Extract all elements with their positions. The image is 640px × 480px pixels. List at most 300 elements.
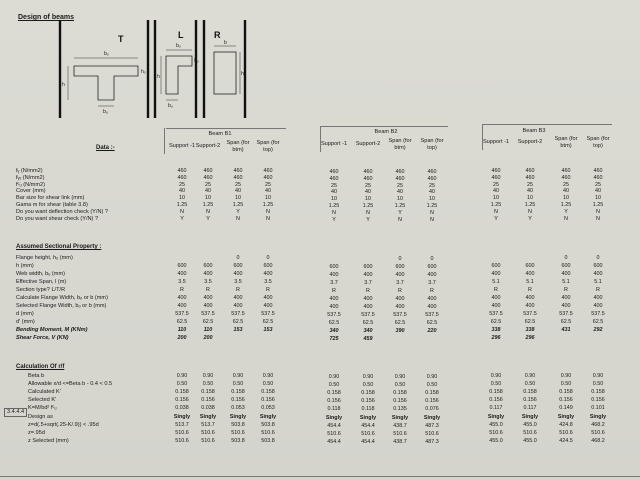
table-cell: 1.25 <box>394 203 406 209</box>
table-cell: 460 <box>395 169 405 175</box>
table-cell: R <box>236 287 240 293</box>
table-cell: 62.5 <box>202 319 214 325</box>
table-cell: 25 <box>205 181 211 188</box>
table-cell: 1.25 <box>592 202 604 208</box>
table-cell: Singly <box>521 413 539 420</box>
table-cell: Singly <box>557 413 575 420</box>
table-cell: 510.6 <box>201 429 215 436</box>
table-cell: 400 <box>177 295 187 301</box>
table-cell: 25 <box>331 182 337 189</box>
table-cell: 503.8 <box>231 437 245 444</box>
table-cell: 296 <box>491 335 501 341</box>
table-cell: N <box>366 209 370 216</box>
table-cell: 3.7 <box>330 280 338 286</box>
beam-group-name: Beam B1 <box>208 131 232 137</box>
table-cell: 0.156 <box>327 398 341 405</box>
table-cell: 390 <box>395 328 405 334</box>
table-cell: 537.5 <box>261 311 275 317</box>
table-cell: Singly <box>391 414 409 421</box>
table-cell: 400 <box>233 295 243 301</box>
table-cell: 400 <box>203 271 213 277</box>
table-cell: Y <box>366 216 370 223</box>
table-cell: Y <box>236 208 240 215</box>
grid-line <box>166 128 286 129</box>
table-cell: 400 <box>427 296 437 302</box>
table-cell: 510.6 <box>425 430 439 437</box>
data-label: Data :- <box>96 145 115 151</box>
table-cell: 600 <box>329 264 339 270</box>
table-cell: 510.6 <box>327 430 341 437</box>
table-cell: 460 <box>561 168 571 174</box>
table-cell: 0.158 <box>175 389 189 396</box>
table-cell: 460 <box>177 168 187 174</box>
table-cell: Y <box>332 216 336 223</box>
table-cell: 0 <box>236 255 240 261</box>
table-cell: 40 <box>265 188 271 195</box>
t-bw-label: bᵤ <box>103 109 108 115</box>
grid-line <box>482 124 612 125</box>
table-cell: 0.156 <box>591 397 605 404</box>
table-cell: 503.8 <box>261 421 275 428</box>
table-cell: N <box>266 208 270 215</box>
row-label: Shear Force, V (KN) <box>16 335 69 341</box>
table-cell: 0.90 <box>426 374 438 380</box>
table-cell: Singly <box>589 413 607 420</box>
table-cell: R <box>564 287 568 293</box>
table-cell: N <box>332 209 336 216</box>
table-cell: 62.5 <box>426 320 438 326</box>
table-cell: 0.101 <box>591 405 605 412</box>
table-cell: 438.7 <box>393 422 407 429</box>
table-cell: 10 <box>493 195 499 202</box>
row-label: Do you want shear check (Y/N) ? <box>16 215 99 222</box>
table-cell: 25 <box>235 181 241 188</box>
table-cell: 10 <box>563 195 569 202</box>
table-cell: N <box>398 216 402 223</box>
table-cell: 460 <box>427 169 437 175</box>
table-cell: 0.90 <box>524 373 536 379</box>
table-cell: 537.5 <box>591 311 605 317</box>
table-cell: 400 <box>395 272 405 278</box>
table-cell: 40 <box>397 189 403 196</box>
table-cell: 0.118 <box>361 406 375 413</box>
table-cell: 10 <box>179 195 185 202</box>
column-header: Support -1 <box>168 143 196 149</box>
table-cell: 0.158 <box>393 390 407 397</box>
clause-reference: 3.4.4.4 <box>4 408 27 417</box>
block3-heading: Calculation Of r/f <box>16 364 65 370</box>
t-bf-label: bₒ <box>104 51 109 57</box>
table-cell: 0.90 <box>362 374 374 380</box>
table-cell: 40 <box>235 188 241 195</box>
table-cell: 455.0 <box>523 437 537 444</box>
table-cell: N <box>236 215 240 222</box>
column-header: Support -1 <box>320 141 348 147</box>
table-cell: 510.6 <box>261 429 275 436</box>
table-cell: Singly <box>259 413 277 420</box>
table-cell: 25 <box>493 181 499 188</box>
table-cell: 600 <box>561 263 571 269</box>
table-cell: 400 <box>593 271 603 277</box>
table-cell: 0.117 <box>489 405 503 412</box>
table-cell: 460 <box>491 174 501 181</box>
table-cell: 5.1 <box>562 279 570 285</box>
row-label: Effective Span, l (m) <box>16 279 67 285</box>
table-cell: 460 <box>363 169 373 175</box>
table-cell: 0.50 <box>560 381 572 388</box>
table-cell: 340 <box>363 328 373 334</box>
table-cell: 0 <box>564 255 568 261</box>
row-label: z=d(.5+sqrt(.25-K/.9)) < .95d <box>28 421 99 428</box>
l-bf-label: bₒ <box>176 43 181 49</box>
row-label: Design as <box>28 413 53 420</box>
table-cell: 400 <box>593 295 603 301</box>
row-label: d' (mm) <box>16 319 35 325</box>
table-cell: 468.2 <box>591 437 605 444</box>
table-cell: 400 <box>561 295 571 301</box>
table-cell: 338 <box>525 327 535 333</box>
grid-line <box>164 128 165 154</box>
table-cell: 400 <box>593 303 603 309</box>
table-cell: N <box>206 208 210 215</box>
table-cell: 455.0 <box>489 437 503 444</box>
table-cell: 0.156 <box>261 397 275 404</box>
table-cell: 0.50 <box>524 381 536 388</box>
table-cell: Singly <box>487 413 505 420</box>
table-cell: N <box>430 216 434 223</box>
row-label: d (mm) <box>16 311 34 317</box>
table-cell: 0.90 <box>394 374 406 380</box>
table-cell: 25 <box>397 182 403 189</box>
table-cell: 454.4 <box>361 422 375 429</box>
table-cell: 503.8 <box>231 421 245 428</box>
table-cell: 468.2 <box>591 421 605 428</box>
table-cell: Y <box>206 215 210 222</box>
table-cell: 0.135 <box>393 406 407 413</box>
table-cell: 460 <box>363 175 373 182</box>
table-cell: 0.90 <box>262 373 274 379</box>
table-cell: 340 <box>329 328 339 334</box>
table-cell: R <box>206 287 210 293</box>
table-cell: N <box>180 208 184 215</box>
table-cell: 454.4 <box>327 438 341 445</box>
table-cell: R <box>332 288 336 294</box>
table-cell: 537.5 <box>327 312 341 318</box>
l-bw-label: bᵤ <box>168 103 173 109</box>
row-label: h (mm) <box>16 263 34 269</box>
column-header: Span (for top) <box>420 138 444 151</box>
table-cell: 0.90 <box>202 373 214 379</box>
table-cell: 1.25 <box>176 202 188 208</box>
table-cell: 292 <box>593 327 603 333</box>
table-cell: 10 <box>527 195 533 202</box>
table-cell: 0.158 <box>361 390 375 397</box>
table-cell: R <box>430 288 434 294</box>
table-cell: 1.25 <box>232 202 244 208</box>
table-cell: 459 <box>363 336 373 342</box>
table-cell: 537.5 <box>425 312 439 318</box>
row-label: Calculated K' <box>28 389 61 396</box>
table-cell: 10 <box>429 196 435 203</box>
table-cell: Singly <box>325 414 343 421</box>
table-cell: 62.5 <box>262 319 274 325</box>
table-cell: Y <box>528 215 532 222</box>
l-section-shape <box>166 56 192 94</box>
table-cell: 537.5 <box>201 311 215 317</box>
table-cell: 460 <box>329 169 339 175</box>
table-cell: 400 <box>427 272 437 278</box>
column-header: Span (for btm) <box>554 136 578 149</box>
table-cell: 537.5 <box>231 311 245 317</box>
table-cell: 600 <box>593 263 603 269</box>
table-cell: 0.053 <box>231 405 245 412</box>
table-cell: 40 <box>493 188 499 195</box>
table-cell: Y <box>494 215 498 222</box>
table-cell: 513.7 <box>175 421 189 428</box>
table-cell: 0 <box>266 255 270 261</box>
table-cell: R <box>180 287 184 293</box>
table-cell: 62.5 <box>592 319 604 325</box>
table-cell: Singly <box>423 414 441 421</box>
table-cell: 0.053 <box>261 405 275 412</box>
table-cell: 25 <box>527 181 533 188</box>
table-cell: 62.5 <box>490 319 502 325</box>
table-cell: 424.8 <box>559 421 573 428</box>
row-label: fᵧ (N/mm2) <box>16 168 43 174</box>
table-cell: 0.90 <box>560 373 572 379</box>
table-cell: 460 <box>593 174 603 181</box>
table-cell: R <box>398 288 402 294</box>
table-cell: 460 <box>233 174 243 181</box>
table-cell: 110 <box>177 327 187 333</box>
table-cell: 0.158 <box>201 389 215 396</box>
table-cell: 62.5 <box>176 319 188 325</box>
table-cell: 62.5 <box>328 320 340 326</box>
table-cell: 400 <box>395 296 405 302</box>
table-cell: 460 <box>593 168 603 174</box>
t-section-shape <box>74 66 138 100</box>
table-cell: 400 <box>203 303 213 309</box>
table-cell: 460 <box>395 175 405 182</box>
row-label: Selected Flange Width, bₒ or b (mm) <box>16 303 107 309</box>
table-cell: 338 <box>491 327 501 333</box>
table-cell: R <box>596 287 600 293</box>
table-cell: 0.50 <box>202 381 214 388</box>
table-cell: 537.5 <box>393 312 407 318</box>
table-cell: Singly <box>173 413 191 420</box>
table-cell: 0.076 <box>425 406 439 413</box>
table-cell: 400 <box>561 303 571 309</box>
table-cell: 62.5 <box>394 320 406 326</box>
table-cell: 0.50 <box>592 381 604 388</box>
section-t-letter: T <box>118 34 124 44</box>
table-cell: 455.0 <box>489 421 503 428</box>
table-cell: 438.7 <box>393 438 407 445</box>
table-cell: 0.156 <box>489 397 503 404</box>
table-cell: 5.1 <box>526 279 534 285</box>
row-label: Selected K' <box>28 397 57 404</box>
row-label: Calculate Flange Width, bₒ or b (mm) <box>16 295 108 301</box>
table-cell: 424.5 <box>559 437 573 444</box>
table-cell: 400 <box>263 295 273 301</box>
table-cell: 10 <box>205 195 211 202</box>
table-cell: 0 <box>596 255 600 261</box>
table-cell: 600 <box>395 264 405 270</box>
row-label: Gama m for shear (table 3.8) <box>16 202 88 208</box>
table-cell: 400 <box>233 271 243 277</box>
l-hf-label: hₒ <box>194 58 199 64</box>
table-cell: Singly <box>359 414 377 421</box>
table-cell: N <box>430 209 434 216</box>
table-cell: 400 <box>329 296 339 302</box>
row-label: Do you want deflection check (Y/N) ? <box>16 208 109 215</box>
table-cell: 600 <box>491 263 501 269</box>
table-cell: 1.25 <box>262 202 274 208</box>
table-cell: 3.5 <box>178 279 186 285</box>
column-header: Span (for btm) <box>388 138 412 151</box>
l-h-label: h <box>157 74 160 80</box>
table-cell: Y <box>180 215 184 222</box>
table-cell: 0 <box>398 256 402 262</box>
table-cell: 510.6 <box>523 429 537 436</box>
table-cell: 460 <box>233 168 243 174</box>
table-cell: 40 <box>563 188 569 195</box>
table-cell: 400 <box>525 295 535 301</box>
table-cell: 400 <box>203 295 213 301</box>
table-cell: 400 <box>395 304 405 310</box>
table-cell: 454.4 <box>327 422 341 429</box>
table-cell: 600 <box>427 264 437 270</box>
table-cell: 400 <box>363 296 373 302</box>
table-cell: 62.5 <box>524 319 536 325</box>
table-cell: 0.50 <box>362 382 374 389</box>
table-cell: 400 <box>263 303 273 309</box>
table-cell: 510.6 <box>361 430 375 437</box>
table-cell: 10 <box>331 196 337 203</box>
table-cell: 510.6 <box>175 429 189 436</box>
table-cell: 0.158 <box>523 389 537 396</box>
table-cell: 40 <box>527 188 533 195</box>
table-cell: N <box>528 208 532 215</box>
table-cell: 510.6 <box>231 429 245 436</box>
table-cell: Singly <box>229 413 247 420</box>
table-cell: 40 <box>595 188 601 195</box>
table-cell: R <box>528 287 532 293</box>
row-label: Section type? L/T/R <box>16 287 66 293</box>
table-cell: R <box>366 288 370 294</box>
row-label: z=.95d <box>28 429 45 436</box>
table-cell: 487.3 <box>425 422 439 429</box>
table-cell: 1.25 <box>202 202 214 208</box>
table-cell: 3.5 <box>264 279 272 285</box>
section-l-letter: L <box>178 30 184 40</box>
table-cell: 600 <box>263 263 273 269</box>
row-label: z Selected (mm) <box>28 437 69 444</box>
table-cell: 460 <box>177 174 187 181</box>
table-cell: 510.6 <box>201 437 215 444</box>
table-cell: 537.5 <box>489 311 503 317</box>
table-cell: 510.6 <box>175 437 189 444</box>
beam-group-name: Beam B3 <box>522 128 546 134</box>
table-cell: 400 <box>491 295 501 301</box>
table-cell: N <box>596 208 600 215</box>
table-cell: 400 <box>177 303 187 309</box>
table-cell: Y <box>398 209 402 216</box>
table-cell: 220 <box>427 328 437 334</box>
table-cell: 62.5 <box>232 319 244 325</box>
table-cell: 513.7 <box>201 421 215 428</box>
table-cell: 400 <box>525 303 535 309</box>
table-cell: 400 <box>427 304 437 310</box>
table-cell: 0.156 <box>559 397 573 404</box>
table-cell: 1.25 <box>560 202 572 208</box>
table-cell: 600 <box>203 263 213 269</box>
r-section-shape <box>214 52 236 94</box>
table-cell: 0.50 <box>176 381 188 388</box>
table-cell: 0.90 <box>592 373 604 379</box>
row-label: K=M/bd² fᶜᵤ <box>28 405 57 412</box>
table-cell: 0.117 <box>523 405 537 412</box>
table-cell: 0.118 <box>327 406 341 413</box>
table-cell: 600 <box>525 263 535 269</box>
table-cell: 0.158 <box>489 389 503 396</box>
table-cell: 153 <box>233 327 243 333</box>
page-title: Design of beams <box>18 14 75 21</box>
column-header: Span (for top) <box>586 136 610 149</box>
table-cell: 455.0 <box>523 421 537 428</box>
table-cell: 537.5 <box>523 311 537 317</box>
grid-line <box>0 476 640 477</box>
t-h-label: h <box>62 82 65 88</box>
table-cell: 0.50 <box>232 381 244 388</box>
table-cell: 40 <box>331 189 337 196</box>
table-cell: 200 <box>177 335 187 341</box>
table-cell: 460 <box>427 175 437 182</box>
table-cell: 5.1 <box>492 279 500 285</box>
table-cell: 200 <box>203 335 213 341</box>
table-cell: 510.6 <box>559 429 573 436</box>
table-cell: 0.149 <box>559 405 573 412</box>
table-cell: 3.7 <box>364 280 372 286</box>
table-cell: 0.158 <box>327 390 341 397</box>
table-cell: 0.158 <box>261 389 275 396</box>
table-cell: 460 <box>263 174 273 181</box>
column-header: Support-2 <box>517 139 543 145</box>
row-label: fᵧᵥ (N/mm2) <box>16 174 45 181</box>
grid-line <box>320 126 321 152</box>
table-cell: 503.8 <box>261 437 275 444</box>
row-label: Bending Moment, M (KNm) <box>16 327 88 333</box>
table-cell: 0.038 <box>175 405 189 412</box>
table-cell: 40 <box>365 189 371 196</box>
table-cell: 25 <box>265 181 271 188</box>
table-cell: 460 <box>525 168 535 174</box>
table-cell: 400 <box>491 303 501 309</box>
table-cell: 400 <box>329 272 339 278</box>
table-cell: 0.90 <box>232 373 244 379</box>
table-cell: 0.50 <box>262 381 274 388</box>
table-cell: 510.6 <box>591 429 605 436</box>
block2-heading: Assumed Sectional Property : <box>16 244 102 250</box>
table-cell: 0.158 <box>559 389 573 396</box>
table-cell: 460 <box>491 168 501 174</box>
r-b-label: b <box>224 40 227 46</box>
section-r-letter: R <box>214 30 221 40</box>
table-cell: 600 <box>177 263 187 269</box>
column-header: Support-2 <box>195 143 221 149</box>
table-cell: 0.156 <box>425 398 439 405</box>
table-cell: 460 <box>525 174 535 181</box>
